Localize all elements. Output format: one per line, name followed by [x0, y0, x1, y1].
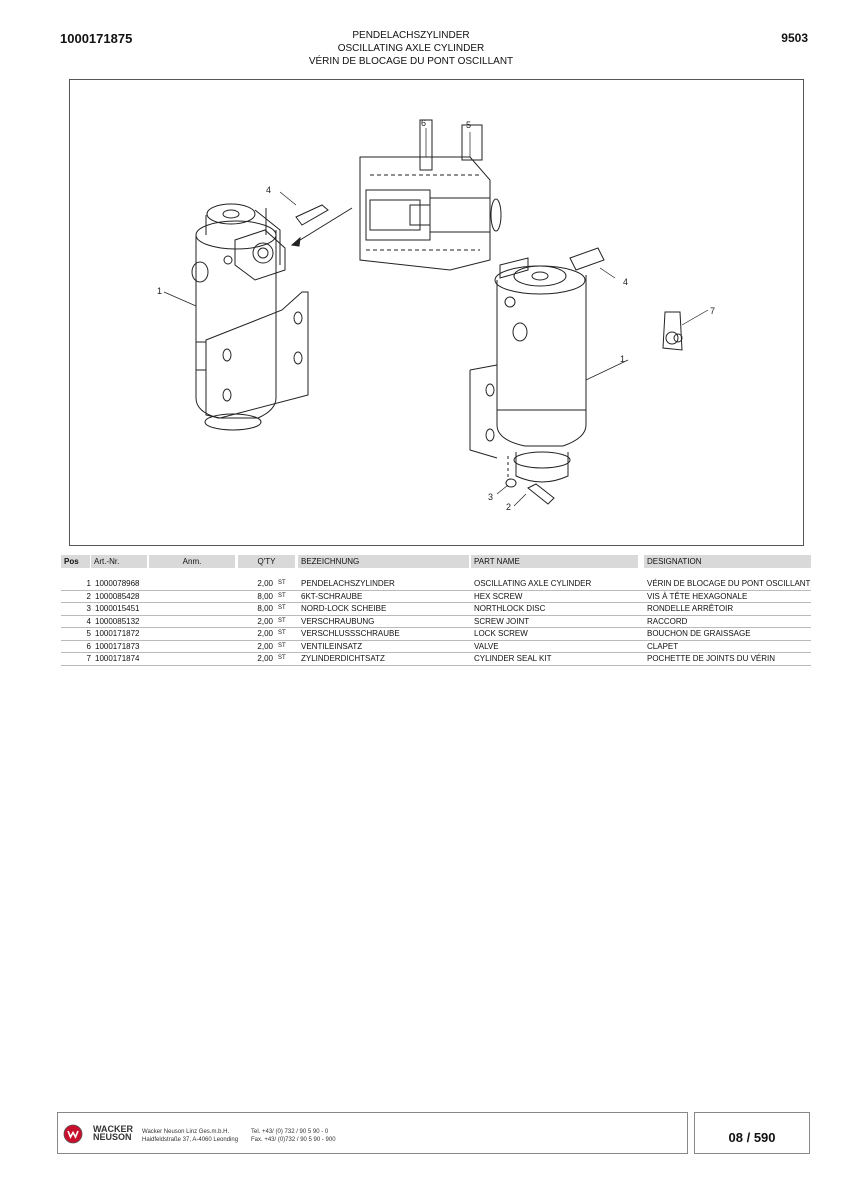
page-current: 08: [728, 1130, 743, 1145]
cylinder-drawing: [70, 80, 804, 546]
row-art-nr: 1000085132: [95, 616, 140, 626]
row-qty: 8,00: [257, 604, 273, 613]
row-part-name: CYLINDER SEAL KIT: [474, 654, 552, 663]
row-art-nr: 1000171872: [95, 629, 140, 638]
row-designation: RONDELLE ARRÊTOIR: [647, 604, 734, 613]
row-bezeichnung: ZYLINDERDICHTSATZ: [301, 654, 385, 663]
row-part-name: OSCILLATING AXLE CYLINDER: [474, 579, 592, 588]
brand-line-1: WACKER: [93, 1124, 133, 1134]
row-designation: VIS À TÊTE HEXAGONALE: [647, 591, 748, 601]
title-block: [240, 29, 582, 68]
table-row: [61, 578, 811, 591]
row-pos: 3: [86, 604, 91, 613]
row-unit: ST: [278, 630, 286, 636]
title-english: OSCILLATING AXLE CYLINDER: [337, 43, 485, 54]
header-designation: DESIGNATION: [644, 555, 811, 568]
callout-7: 7: [710, 306, 716, 316]
page-number: [695, 1130, 809, 1145]
row-bezeichnung: VERSCHRAUBUNG: [301, 616, 375, 626]
brand-line-2: NEUSON: [93, 1132, 132, 1142]
callout-4-left: 4: [266, 185, 272, 195]
row-art-nr: 1000085428: [95, 591, 140, 601]
callout-5: 5: [466, 120, 472, 130]
row-designation: CLAPET: [647, 641, 679, 651]
row-bezeichnung: VENTILEINSATZ: [301, 641, 363, 651]
row-art-nr: 1000171873: [95, 641, 140, 651]
row-unit: ST: [278, 655, 286, 661]
table-row: [61, 616, 811, 629]
header-qty: Q'TY: [238, 555, 295, 568]
table-row: [61, 653, 811, 666]
header-anm: Anm.: [149, 555, 235, 568]
row-unit: ST: [278, 617, 286, 624]
row-qty: 2,00: [257, 654, 273, 663]
row-designation: BOUCHON DE GRAISSAGE: [647, 629, 751, 638]
table-row: [61, 603, 811, 616]
parts-table-body: [61, 578, 811, 666]
row-part-name: LOCK SCREW: [474, 629, 528, 638]
row-unit: ST: [278, 580, 286, 586]
callout-3: 3: [488, 492, 494, 502]
table-row: [61, 591, 811, 604]
parts-table-header: [61, 555, 811, 568]
row-part-name: SCREW JOINT: [474, 616, 530, 626]
row-designation: VÉRIN DE BLOCAGE DU PONT OSCILLANT: [647, 579, 811, 588]
callout-1-right: 1: [620, 354, 626, 364]
row-qty: 2,00: [257, 579, 273, 588]
row-art-nr: 1000015451: [95, 604, 140, 613]
row-bezeichnung: 6KT-SCHRAUBE: [301, 591, 363, 601]
callout-1-left: 1: [157, 286, 163, 296]
row-bezeichnung: PENDELACHSZYLINDER: [301, 579, 395, 588]
callout-2: 2: [506, 502, 512, 512]
callout-6: 6: [421, 118, 427, 128]
contact-numbers: [251, 1128, 336, 1144]
row-unit: ST: [278, 605, 286, 611]
header-part-name: PART NAME: [471, 555, 638, 568]
row-bezeichnung: VERSCHLUSSSCHRAUBE: [301, 629, 400, 638]
page-total: 590: [753, 1130, 776, 1145]
header-pos: Pos: [61, 555, 90, 568]
row-designation: POCHETTE DE JOINTS DU VÉRIN: [647, 654, 776, 663]
title-french: VÉRIN DE BLOCAGE DU PONT OSCILLANT: [308, 56, 514, 67]
row-qty: 2,00: [257, 641, 273, 651]
row-unit: ST: [278, 592, 286, 599]
header-bezeichnung: BEZEICHNUNG: [298, 555, 469, 568]
exploded-view-figure: [69, 79, 804, 546]
row-pos: 2: [86, 591, 91, 601]
row-pos: 4: [86, 616, 91, 626]
table-row: [61, 628, 811, 641]
row-pos: 1: [86, 579, 91, 588]
brand-name: [93, 1125, 133, 1141]
company-street: Haidfeldstraße 37, A-4060 Leonding: [142, 1137, 239, 1143]
company-address: [142, 1128, 238, 1144]
row-bezeichnung: NORD-LOCK SCHEIBE: [301, 604, 387, 613]
row-art-nr: 1000078968: [95, 579, 140, 588]
footer-page-box: [694, 1112, 810, 1154]
leader-lines: [164, 128, 708, 506]
row-pos: 7: [86, 654, 91, 663]
footer-company-box: [57, 1112, 688, 1154]
wacker-neuson-logo-icon: [63, 1124, 83, 1144]
row-designation: RACCORD: [647, 616, 688, 626]
row-qty: 8,00: [257, 591, 273, 601]
row-art-nr: 1000171874: [95, 654, 140, 663]
callout-4-right: 4: [623, 277, 629, 287]
telephone: Tel. +43/ (0) 732 / 90 5 90 - 0: [251, 1129, 329, 1135]
right-cylinder: [470, 248, 682, 504]
header-art-nr: Art.-Nr.: [91, 555, 147, 568]
row-part-name: HEX SCREW: [474, 591, 523, 601]
row-pos: 6: [86, 641, 91, 651]
row-qty: 2,00: [257, 629, 273, 638]
title-german: PENDELACHSZYLINDER: [352, 30, 470, 41]
company-name: Wacker Neuson Linz Ges.m.b.H.: [142, 1129, 230, 1135]
row-qty: 2,00: [257, 616, 273, 626]
page-separator: /: [746, 1130, 751, 1145]
document-number: 1000171875: [60, 31, 133, 46]
row-part-name: NORTHLOCK DISC: [474, 604, 546, 613]
left-cylinder: [192, 204, 328, 430]
row-unit: ST: [278, 642, 286, 649]
table-row: [61, 641, 811, 654]
row-part-name: VALVE: [474, 641, 499, 651]
fax: Fax. +43/ (0)732 / 90 5 90 - 900: [251, 1137, 336, 1143]
row-pos: 5: [86, 629, 91, 638]
group-code: 9503: [781, 31, 808, 45]
